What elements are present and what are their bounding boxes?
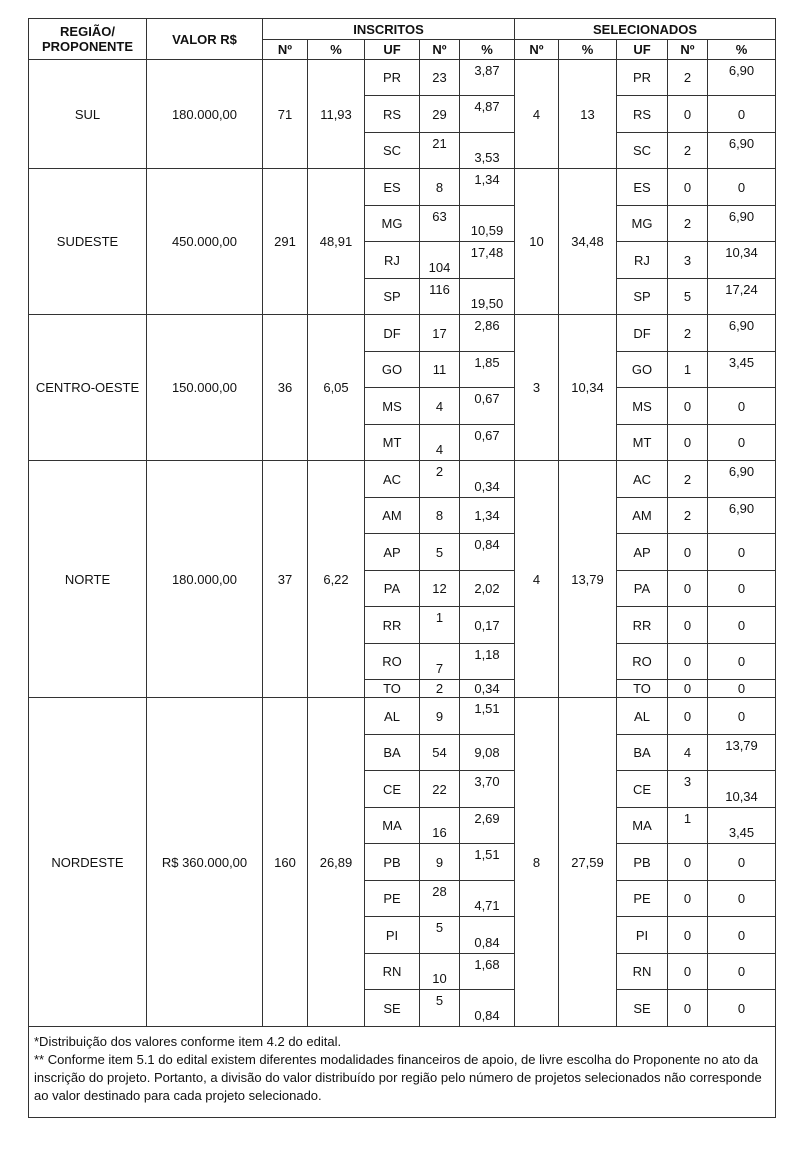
state-uf-selecionados: MS bbox=[617, 388, 668, 425]
region-selecionados-pct: 34,48 bbox=[559, 169, 617, 315]
state-selecionados-no: 3 bbox=[668, 771, 708, 808]
state-selecionados-pct: 0 bbox=[708, 680, 776, 698]
state-selecionados-no: 1 bbox=[668, 352, 708, 388]
state-uf-selecionados: AM bbox=[617, 498, 668, 534]
state-uf-inscritos: AP bbox=[365, 534, 420, 571]
state-inscritos-no: 8 bbox=[420, 169, 460, 206]
state-selecionados-pct: 0 bbox=[708, 698, 776, 735]
region-name: SUDESTE bbox=[29, 169, 147, 315]
state-uf-inscritos: AC bbox=[365, 461, 420, 498]
state-selecionados-no: 0 bbox=[668, 698, 708, 735]
state-selecionados-pct: 17,24 bbox=[708, 279, 776, 315]
state-selecionados-pct: 3,45 bbox=[708, 352, 776, 388]
state-inscritos-pct: 0,17 bbox=[460, 607, 515, 644]
state-uf-selecionados: AL bbox=[617, 698, 668, 735]
state-uf-selecionados: SP bbox=[617, 279, 668, 315]
state-uf-inscritos: PB bbox=[365, 844, 420, 881]
state-inscritos-no: 23 bbox=[420, 60, 460, 96]
state-uf-inscritos: PR bbox=[365, 60, 420, 96]
state-uf-selecionados: SE bbox=[617, 990, 668, 1027]
table-row bbox=[29, 461, 776, 498]
header-sel-uf-no: Nº bbox=[668, 40, 708, 60]
region-selecionados-pct: 27,59 bbox=[559, 698, 617, 1027]
state-selecionados-pct: 0 bbox=[708, 607, 776, 644]
state-uf-inscritos: CE bbox=[365, 771, 420, 808]
state-inscritos-pct: 17,48 bbox=[460, 242, 515, 279]
state-selecionados-no: 0 bbox=[668, 644, 708, 680]
region-selecionados-no: 4 bbox=[515, 60, 559, 169]
state-uf-inscritos: ES bbox=[365, 169, 420, 206]
state-selecionados-pct: 0 bbox=[708, 954, 776, 990]
state-uf-selecionados: MG bbox=[617, 206, 668, 242]
state-selecionados-no: 0 bbox=[668, 680, 708, 698]
state-selecionados-pct: 0 bbox=[708, 425, 776, 461]
table-body bbox=[29, 60, 776, 1027]
region-inscritos-pct: 26,89 bbox=[308, 698, 365, 1027]
state-inscritos-no: 8 bbox=[420, 498, 460, 534]
state-uf-selecionados: RJ bbox=[617, 242, 668, 279]
state-uf-selecionados: PE bbox=[617, 881, 668, 917]
region-valor: 180.000,00 bbox=[147, 461, 263, 698]
state-selecionados-no: 2 bbox=[668, 206, 708, 242]
state-selecionados-pct: 0 bbox=[708, 388, 776, 425]
state-uf-inscritos: RR bbox=[365, 607, 420, 644]
header-ins-no: Nº bbox=[263, 40, 308, 60]
state-inscritos-no: 9 bbox=[420, 698, 460, 735]
state-uf-inscritos: AM bbox=[365, 498, 420, 534]
state-uf-selecionados: RO bbox=[617, 644, 668, 680]
state-inscritos-pct: 19,50 bbox=[460, 279, 515, 315]
region-name: CENTRO-OESTE bbox=[29, 315, 147, 461]
region-selecionados-no: 3 bbox=[515, 315, 559, 461]
state-uf-inscritos: PI bbox=[365, 917, 420, 954]
state-selecionados-no: 0 bbox=[668, 571, 708, 607]
state-uf-selecionados: PA bbox=[617, 571, 668, 607]
state-selecionados-pct: 6,90 bbox=[708, 498, 776, 534]
state-selecionados-pct: 10,34 bbox=[708, 242, 776, 279]
state-selecionados-pct: 0 bbox=[708, 844, 776, 881]
state-uf-selecionados: DF bbox=[617, 315, 668, 352]
region-selecionados-no: 4 bbox=[515, 461, 559, 698]
region-inscritos-no: 36 bbox=[263, 315, 308, 461]
state-inscritos-no: 63 bbox=[420, 206, 460, 242]
state-uf-selecionados: SC bbox=[617, 133, 668, 169]
region-valor: 150.000,00 bbox=[147, 315, 263, 461]
table-row bbox=[29, 60, 776, 96]
state-uf-selecionados: AC bbox=[617, 461, 668, 498]
state-uf-inscritos: GO bbox=[365, 352, 420, 388]
region-selecionados-pct: 13,79 bbox=[559, 461, 617, 698]
state-selecionados-no: 2 bbox=[668, 461, 708, 498]
state-selecionados-no: 0 bbox=[668, 607, 708, 644]
state-selecionados-pct: 6,90 bbox=[708, 315, 776, 352]
header-selecionados: SELECIONADOS bbox=[515, 19, 776, 40]
state-selecionados-no: 5 bbox=[668, 279, 708, 315]
state-inscritos-no: 16 bbox=[420, 808, 460, 844]
region-inscritos-pct: 6,05 bbox=[308, 315, 365, 461]
state-inscritos-pct: 0,34 bbox=[460, 461, 515, 498]
state-selecionados-no: 2 bbox=[668, 60, 708, 96]
state-inscritos-no: 1 bbox=[420, 607, 460, 644]
state-inscritos-pct: 9,08 bbox=[460, 735, 515, 771]
state-inscritos-no: 29 bbox=[420, 96, 460, 133]
state-inscritos-pct: 1,68 bbox=[460, 954, 515, 990]
header-sel-uf-pct: % bbox=[708, 40, 776, 60]
state-selecionados-no: 1 bbox=[668, 808, 708, 844]
header-row-1 bbox=[29, 19, 776, 40]
state-inscritos-pct: 0,84 bbox=[460, 534, 515, 571]
state-selecionados-no: 0 bbox=[668, 954, 708, 990]
state-uf-selecionados: PR bbox=[617, 60, 668, 96]
state-inscritos-pct: 4,71 bbox=[460, 881, 515, 917]
region-name: NORDESTE bbox=[29, 698, 147, 1027]
state-uf-inscritos: AL bbox=[365, 698, 420, 735]
state-uf-selecionados: BA bbox=[617, 735, 668, 771]
state-selecionados-pct: 0 bbox=[708, 644, 776, 680]
header-sel-uf: UF bbox=[617, 40, 668, 60]
region-valor: 180.000,00 bbox=[147, 60, 263, 169]
state-inscritos-pct: 4,87 bbox=[460, 96, 515, 133]
state-selecionados-pct: 3,45 bbox=[708, 808, 776, 844]
region-valor: R$ 360.000,00 bbox=[147, 698, 263, 1027]
state-uf-selecionados: RR bbox=[617, 607, 668, 644]
region-inscritos-pct: 48,91 bbox=[308, 169, 365, 315]
state-inscritos-no: 5 bbox=[420, 917, 460, 954]
document bbox=[28, 18, 775, 1118]
state-uf-selecionados: RS bbox=[617, 96, 668, 133]
state-selecionados-no: 0 bbox=[668, 844, 708, 881]
state-inscritos-no: 7 bbox=[420, 644, 460, 680]
state-inscritos-pct: 0,67 bbox=[460, 388, 515, 425]
state-inscritos-pct: 1,85 bbox=[460, 352, 515, 388]
state-inscritos-no: 28 bbox=[420, 881, 460, 917]
state-inscritos-pct: 1,34 bbox=[460, 498, 515, 534]
footnote-1: *Distribuição dos valores conforme item 4.2 do edital. bbox=[34, 1034, 342, 1049]
state-uf-selecionados: PB bbox=[617, 844, 668, 881]
region-inscritos-no: 291 bbox=[263, 169, 308, 315]
state-inscritos-pct: 1,51 bbox=[460, 844, 515, 881]
header-valor: VALOR R$ bbox=[147, 19, 263, 60]
footnotes bbox=[28, 1027, 776, 1118]
footnote-2: ** Conforme item 5.1 do edital existem diferentes modalidades financeiros de apoio, de livre escolha do Proponente no ato da inscrição do projeto. Portanto, a divisão do valor distribuído por região pelo número de projetos selecionados não corresponde ao valor destinado para cada projeto selecionado. bbox=[34, 1052, 762, 1103]
state-uf-selecionados: CE bbox=[617, 771, 668, 808]
state-inscritos-no: 10 bbox=[420, 954, 460, 990]
state-selecionados-pct: 6,90 bbox=[708, 60, 776, 96]
state-selecionados-pct: 0 bbox=[708, 571, 776, 607]
state-inscritos-pct: 0,34 bbox=[460, 680, 515, 698]
state-selecionados-pct: 0 bbox=[708, 881, 776, 917]
region-inscritos-no: 160 bbox=[263, 698, 308, 1027]
state-selecionados-no: 2 bbox=[668, 315, 708, 352]
header-ins-pct: % bbox=[308, 40, 365, 60]
region-selecionados-pct: 13 bbox=[559, 60, 617, 169]
state-uf-selecionados: MA bbox=[617, 808, 668, 844]
state-uf-inscritos: RO bbox=[365, 644, 420, 680]
state-uf-inscritos: MG bbox=[365, 206, 420, 242]
state-inscritos-pct: 2,02 bbox=[460, 571, 515, 607]
table-row bbox=[29, 315, 776, 352]
state-uf-selecionados: TO bbox=[617, 680, 668, 698]
state-uf-selecionados: GO bbox=[617, 352, 668, 388]
state-selecionados-no: 2 bbox=[668, 133, 708, 169]
state-inscritos-no: 2 bbox=[420, 461, 460, 498]
state-uf-inscritos: PA bbox=[365, 571, 420, 607]
state-inscritos-pct: 3,70 bbox=[460, 771, 515, 808]
state-uf-inscritos: SP bbox=[365, 279, 420, 315]
state-inscritos-pct: 3,87 bbox=[460, 60, 515, 96]
results-table bbox=[28, 18, 776, 1027]
header-sel-no: Nº bbox=[515, 40, 559, 60]
state-inscritos-no: 21 bbox=[420, 133, 460, 169]
state-inscritos-no: 12 bbox=[420, 571, 460, 607]
state-uf-selecionados: MT bbox=[617, 425, 668, 461]
state-selecionados-no: 0 bbox=[668, 169, 708, 206]
state-uf-inscritos: MS bbox=[365, 388, 420, 425]
state-selecionados-pct: 0 bbox=[708, 534, 776, 571]
state-selecionados-no: 0 bbox=[668, 388, 708, 425]
header-regiao: REGIÃO/ PROPONENTE bbox=[29, 19, 147, 60]
state-selecionados-pct: 0 bbox=[708, 96, 776, 133]
header-ins-uf-pct: % bbox=[460, 40, 515, 60]
state-uf-inscritos: PE bbox=[365, 881, 420, 917]
state-uf-selecionados: RN bbox=[617, 954, 668, 990]
state-selecionados-no: 0 bbox=[668, 990, 708, 1027]
header-ins-uf: UF bbox=[365, 40, 420, 60]
state-inscritos-no: 5 bbox=[420, 990, 460, 1027]
table-row bbox=[29, 169, 776, 206]
state-uf-inscritos: MA bbox=[365, 808, 420, 844]
state-inscritos-no: 17 bbox=[420, 315, 460, 352]
state-selecionados-no: 2 bbox=[668, 498, 708, 534]
region-selecionados-no: 8 bbox=[515, 698, 559, 1027]
region-selecionados-no: 10 bbox=[515, 169, 559, 315]
state-uf-inscritos: RN bbox=[365, 954, 420, 990]
state-uf-inscritos: BA bbox=[365, 735, 420, 771]
state-selecionados-pct: 0 bbox=[708, 169, 776, 206]
state-inscritos-pct: 2,69 bbox=[460, 808, 515, 844]
state-inscritos-pct: 2,86 bbox=[460, 315, 515, 352]
state-selecionados-no: 0 bbox=[668, 534, 708, 571]
state-selecionados-pct: 6,90 bbox=[708, 461, 776, 498]
state-uf-inscritos: MT bbox=[365, 425, 420, 461]
state-inscritos-pct: 10,59 bbox=[460, 206, 515, 242]
state-selecionados-no: 0 bbox=[668, 917, 708, 954]
state-selecionados-pct: 13,79 bbox=[708, 735, 776, 771]
region-inscritos-no: 37 bbox=[263, 461, 308, 698]
state-inscritos-no: 104 bbox=[420, 242, 460, 279]
state-selecionados-no: 0 bbox=[668, 425, 708, 461]
state-inscritos-no: 22 bbox=[420, 771, 460, 808]
state-inscritos-pct: 3,53 bbox=[460, 133, 515, 169]
state-uf-inscritos: SC bbox=[365, 133, 420, 169]
region-selecionados-pct: 10,34 bbox=[559, 315, 617, 461]
state-inscritos-pct: 0,84 bbox=[460, 917, 515, 954]
region-name: NORTE bbox=[29, 461, 147, 698]
state-uf-inscritos: SE bbox=[365, 990, 420, 1027]
state-inscritos-no: 116 bbox=[420, 279, 460, 315]
state-selecionados-pct: 0 bbox=[708, 990, 776, 1027]
state-selecionados-no: 3 bbox=[668, 242, 708, 279]
header-ins-uf-no: Nº bbox=[420, 40, 460, 60]
state-uf-selecionados: AP bbox=[617, 534, 668, 571]
state-selecionados-no: 0 bbox=[668, 881, 708, 917]
table-row bbox=[29, 698, 776, 735]
region-valor: 450.000,00 bbox=[147, 169, 263, 315]
header-inscritos: INSCRITOS bbox=[263, 19, 515, 40]
state-inscritos-pct: 0,67 bbox=[460, 425, 515, 461]
state-uf-inscritos: TO bbox=[365, 680, 420, 698]
state-selecionados-pct: 6,90 bbox=[708, 133, 776, 169]
state-uf-selecionados: ES bbox=[617, 169, 668, 206]
state-uf-inscritos: RS bbox=[365, 96, 420, 133]
state-inscritos-no: 9 bbox=[420, 844, 460, 881]
state-inscritos-pct: 1,34 bbox=[460, 169, 515, 206]
state-inscritos-no: 4 bbox=[420, 388, 460, 425]
region-inscritos-pct: 11,93 bbox=[308, 60, 365, 169]
region-inscritos-no: 71 bbox=[263, 60, 308, 169]
state-selecionados-pct: 0 bbox=[708, 917, 776, 954]
state-inscritos-pct: 1,51 bbox=[460, 698, 515, 735]
state-uf-inscritos: RJ bbox=[365, 242, 420, 279]
state-inscritos-no: 5 bbox=[420, 534, 460, 571]
state-selecionados-pct: 10,34 bbox=[708, 771, 776, 808]
state-uf-inscritos: DF bbox=[365, 315, 420, 352]
state-selecionados-no: 4 bbox=[668, 735, 708, 771]
region-inscritos-pct: 6,22 bbox=[308, 461, 365, 698]
header-sel-pct: % bbox=[559, 40, 617, 60]
state-inscritos-pct: 0,84 bbox=[460, 990, 515, 1027]
state-inscritos-no: 54 bbox=[420, 735, 460, 771]
state-inscritos-no: 4 bbox=[420, 425, 460, 461]
state-inscritos-no: 11 bbox=[420, 352, 460, 388]
state-selecionados-no: 0 bbox=[668, 96, 708, 133]
state-selecionados-pct: 6,90 bbox=[708, 206, 776, 242]
region-name: SUL bbox=[29, 60, 147, 169]
state-inscritos-pct: 1,18 bbox=[460, 644, 515, 680]
state-uf-selecionados: PI bbox=[617, 917, 668, 954]
state-inscritos-no: 2 bbox=[420, 680, 460, 698]
